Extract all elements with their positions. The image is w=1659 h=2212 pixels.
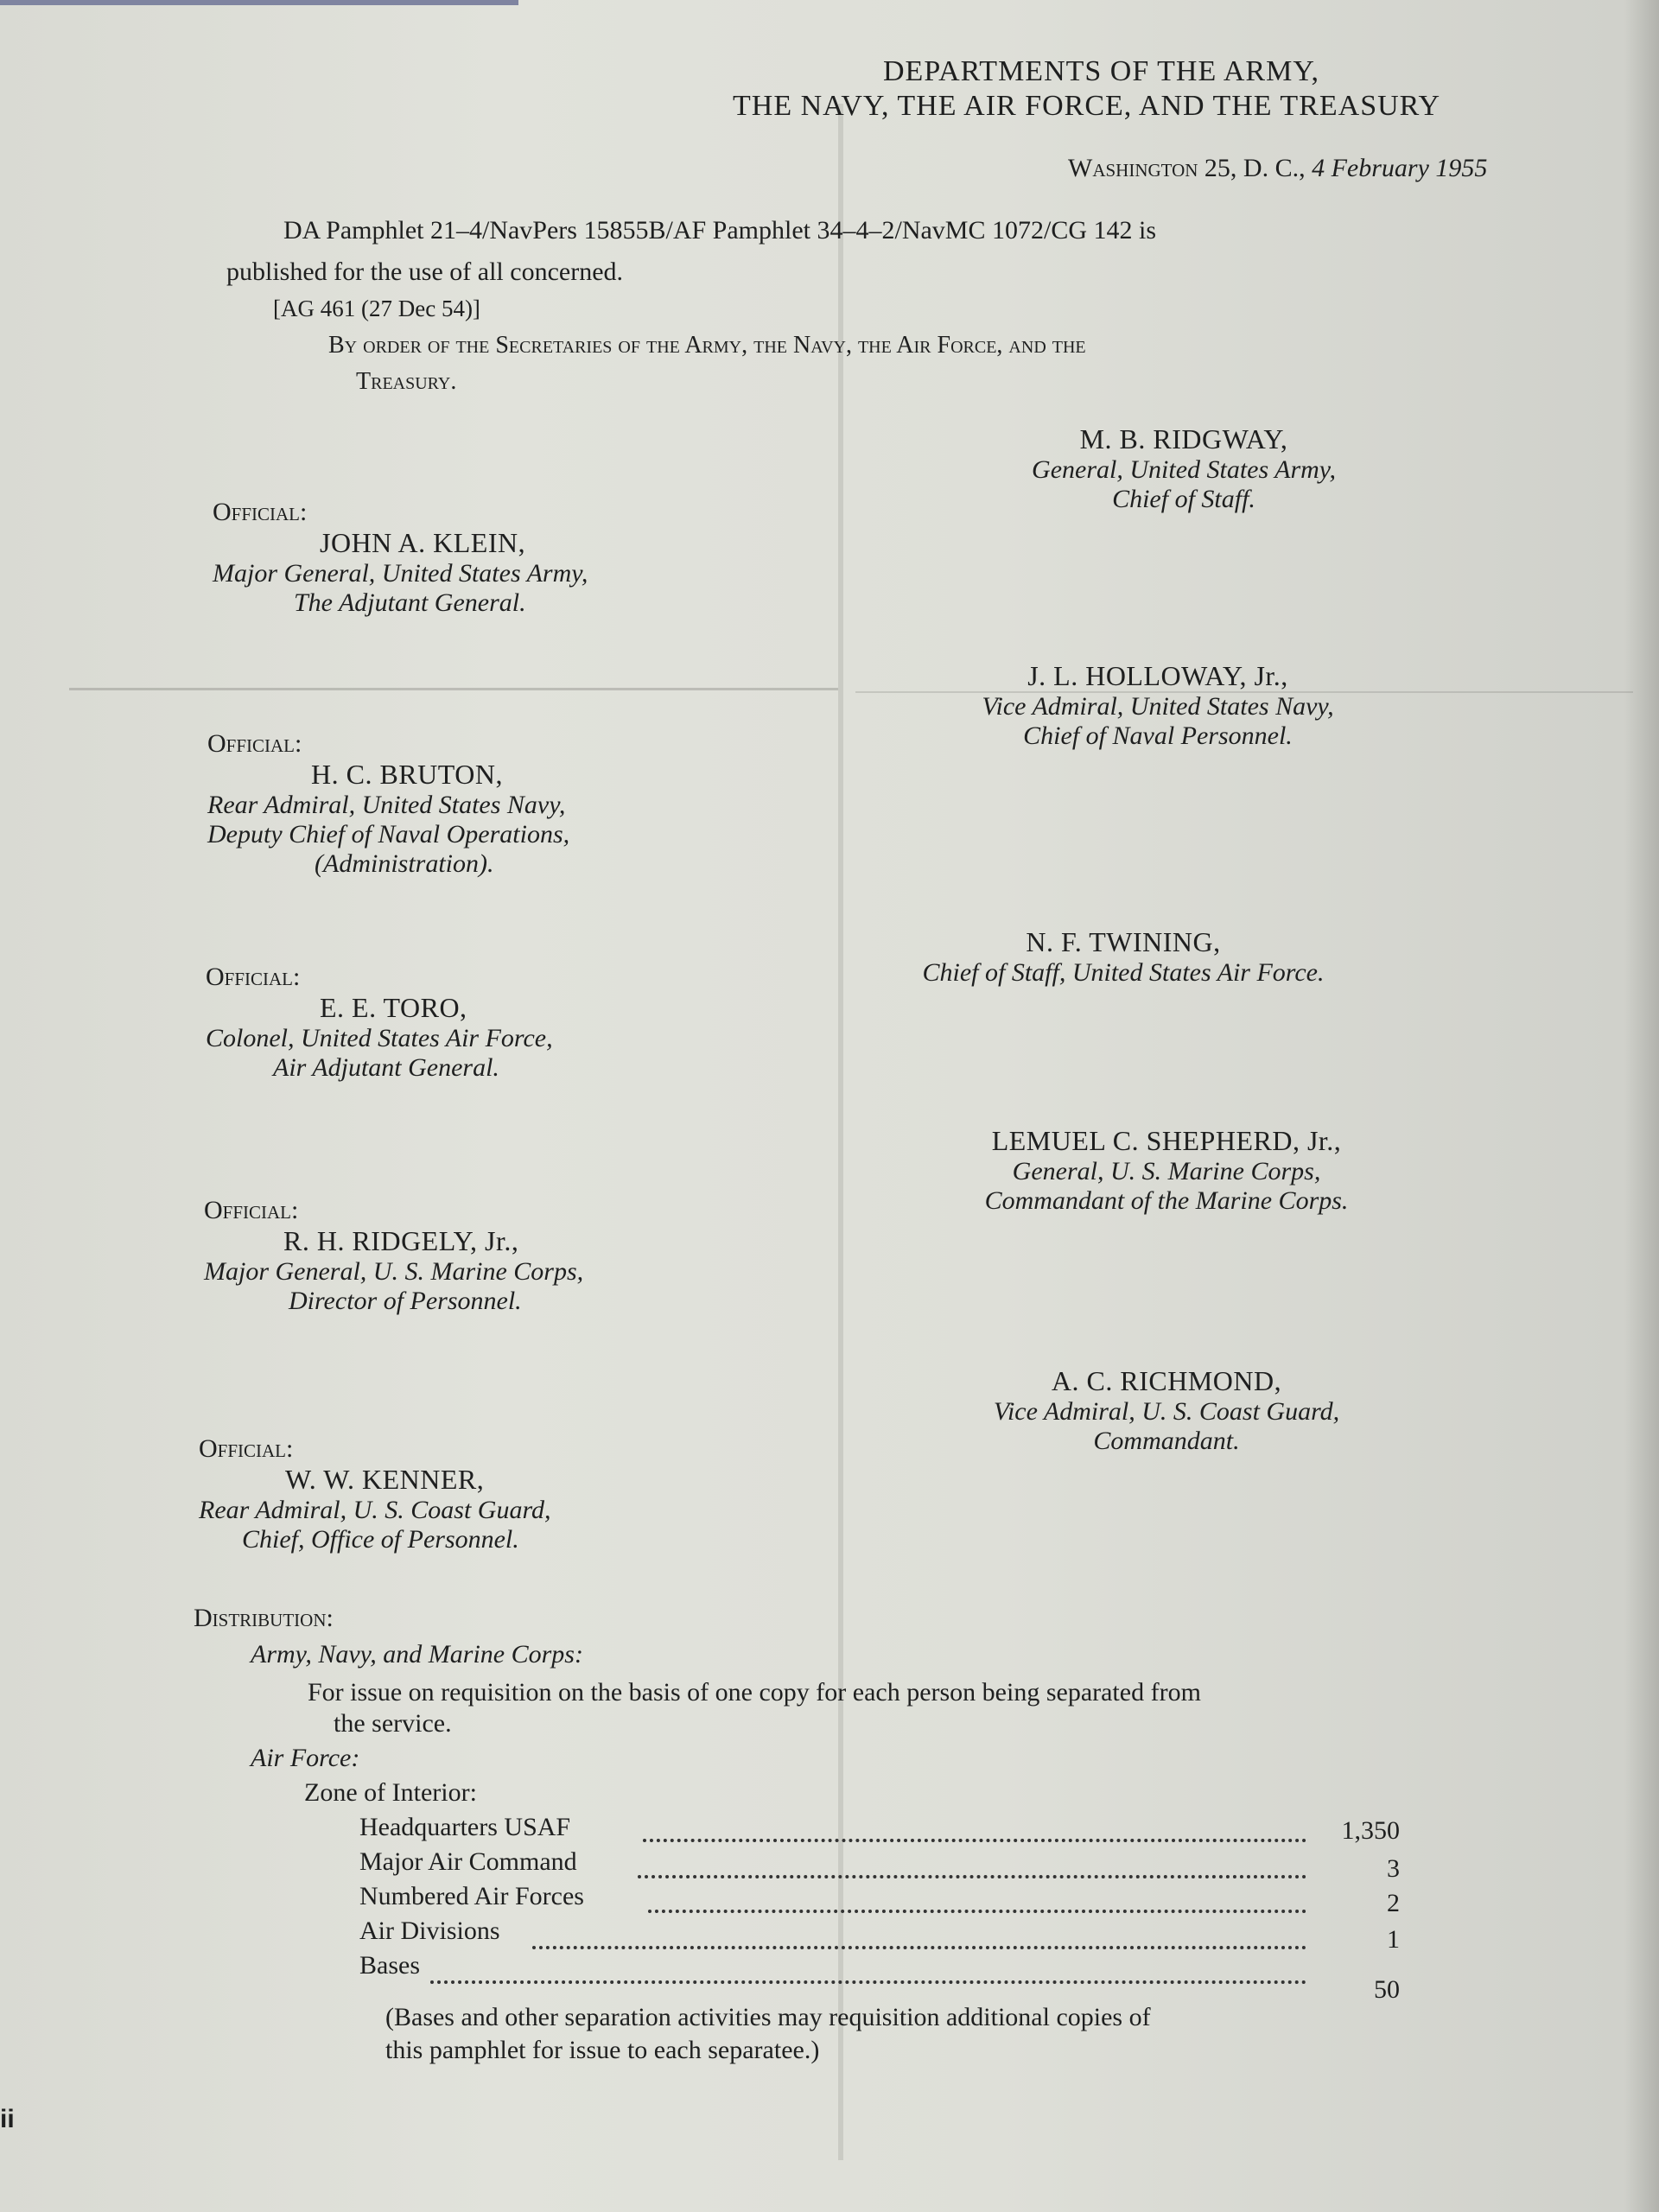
allocation-count: 1,350 [1341,1816,1400,1845]
leader-dots [532,1942,1306,1949]
official-title: Major General, United States Army, [213,559,588,588]
distribution-heading: Distribution: [194,1604,334,1632]
signatory-name: M. B. RIDGWAY, [1079,423,1288,454]
official-name: H. C. BRUTON, [311,759,503,790]
official-title: Deputy Chief of Naval Operations, [207,820,570,849]
allocation-count: 3 [1387,1854,1400,1883]
signatory-title: Chief of Naval Personnel. [1023,721,1293,750]
official-title: Chief, Office of Personnel. [242,1525,519,1554]
official-title: Colonel, United States Air Force, [206,1024,553,1052]
leader-dots [643,1835,1306,1842]
bases-note-line-1: (Bases and other separation activities may requisition additional copies of [385,2003,1151,2031]
signatory-title: Chief of Staff, United States Air Force. [922,958,1325,987]
official-army [213,498,588,618]
signatory-coast-guard [933,1365,1400,1456]
page-edge-shadow [1624,0,1659,2212]
official-title: The Adjutant General. [294,588,526,617]
by-order-line-1: By order of the Secretaries of the Army, the Navy, the Air Force, and the [328,332,1086,359]
signatory-title: Commandant. [1093,1427,1240,1455]
faint-rule-left [69,688,838,690]
leader-dots [638,1872,1306,1878]
distribution-issue-line-2: the service. [334,1709,452,1738]
signatory-title: General, United States Army, [1032,455,1336,484]
official-name: E. E. TORO, [320,992,467,1023]
official-title: Air Adjutant General. [273,1053,499,1082]
distribution-zone: Zone of Interior: [304,1778,477,1807]
signatory-name: LEMUEL C. SHEPHERD, Jr., [991,1125,1342,1156]
distribution-army-navy-mc: Army, Navy, and Marine Corps: [251,1640,583,1669]
intro-line-1: DA Pamphlet 21–4/NavPers 15855B/AF Pamphlet 34–4–2/NavMC 1072/CG 142 is [283,216,1157,245]
official-label: Official: [213,498,308,526]
allocation-count: 50 [1374,1975,1400,2004]
signatory-marine-corps [907,1125,1426,1216]
official-coast-guard [199,1434,551,1554]
signatory-title: General, U. S. Marine Corps, [1012,1157,1321,1185]
official-navy [207,729,569,879]
official-marine-corps [204,1196,583,1316]
official-label: Official: [199,1434,294,1463]
allocation-count: 2 [1387,1889,1400,1917]
intro-line-2: published for the use of all concerned. [226,257,624,286]
center-fold [838,104,843,2160]
signatory-navy [916,660,1400,751]
official-label: Official: [207,729,302,758]
leader-dots [430,1977,1306,1984]
bases-note-line-2: this pamphlet for issue to each separatee.) [385,2036,820,2064]
signatory-title: Chief of Staff. [1112,485,1255,513]
ag-reference: [AG 461 (27 Dec 54)] [273,296,480,321]
allocation-label: Major Air Command [359,1847,577,1876]
signatory-title: Vice Admiral, United States Navy, [982,692,1334,721]
official-title: Director of Personnel. [289,1287,522,1315]
official-title: (Administration). [315,849,494,878]
distribution-issue-line-1: For issue on requisition on the basis of one copy for each person being separated from [308,1678,1201,1707]
allocation-label: Numbered Air Forces [359,1882,584,1910]
dateline [1068,154,1487,183]
signatory-army [950,423,1417,514]
page-number: ii [0,2105,15,2133]
official-label: Official: [204,1196,299,1224]
official-name: W. W. KENNER, [285,1464,485,1495]
dateline-date: 4 February 1955 [1312,154,1488,182]
leader-dots [648,1906,1306,1913]
dateline-place: Washington 25, D. C., [1068,154,1306,182]
official-title: Rear Admiral, United States Navy, [207,791,566,819]
allocation-label: Air Divisions [359,1916,500,1945]
header-line-2: THE NAVY, THE AIR FORCE, AND THE TREASURY [733,90,1441,122]
signatory-air-force [864,926,1382,988]
official-name: JOHN A. KLEIN, [320,527,526,558]
by-order-line-2: Treasury. [356,368,457,395]
official-title: Rear Admiral, U. S. Coast Guard, [199,1496,551,1524]
signatory-title: Commandant of the Marine Corps. [984,1186,1349,1215]
official-label: Official: [206,963,301,991]
signatory-name: A. C. RICHMOND, [1051,1365,1282,1396]
official-name: R. H. RIDGELY, Jr., [283,1225,519,1256]
signatory-name: J. L. HOLLOWAY, Jr., [1027,660,1288,691]
signatory-title: Vice Admiral, U. S. Coast Guard, [993,1397,1340,1426]
signatory-name: N. F. TWINING, [1026,926,1221,957]
allocation-label: Bases [359,1951,420,1980]
distribution-air-force: Air Force: [251,1744,360,1772]
allocation-label: Headquarters USAF [359,1813,571,1841]
official-title: Major General, U. S. Marine Corps, [204,1257,584,1286]
official-air-force [206,963,553,1083]
header-line-1: DEPARTMENTS OF THE ARMY, [883,55,1319,87]
allocation-count: 1 [1387,1925,1400,1954]
top-edge-strip [0,0,518,5]
